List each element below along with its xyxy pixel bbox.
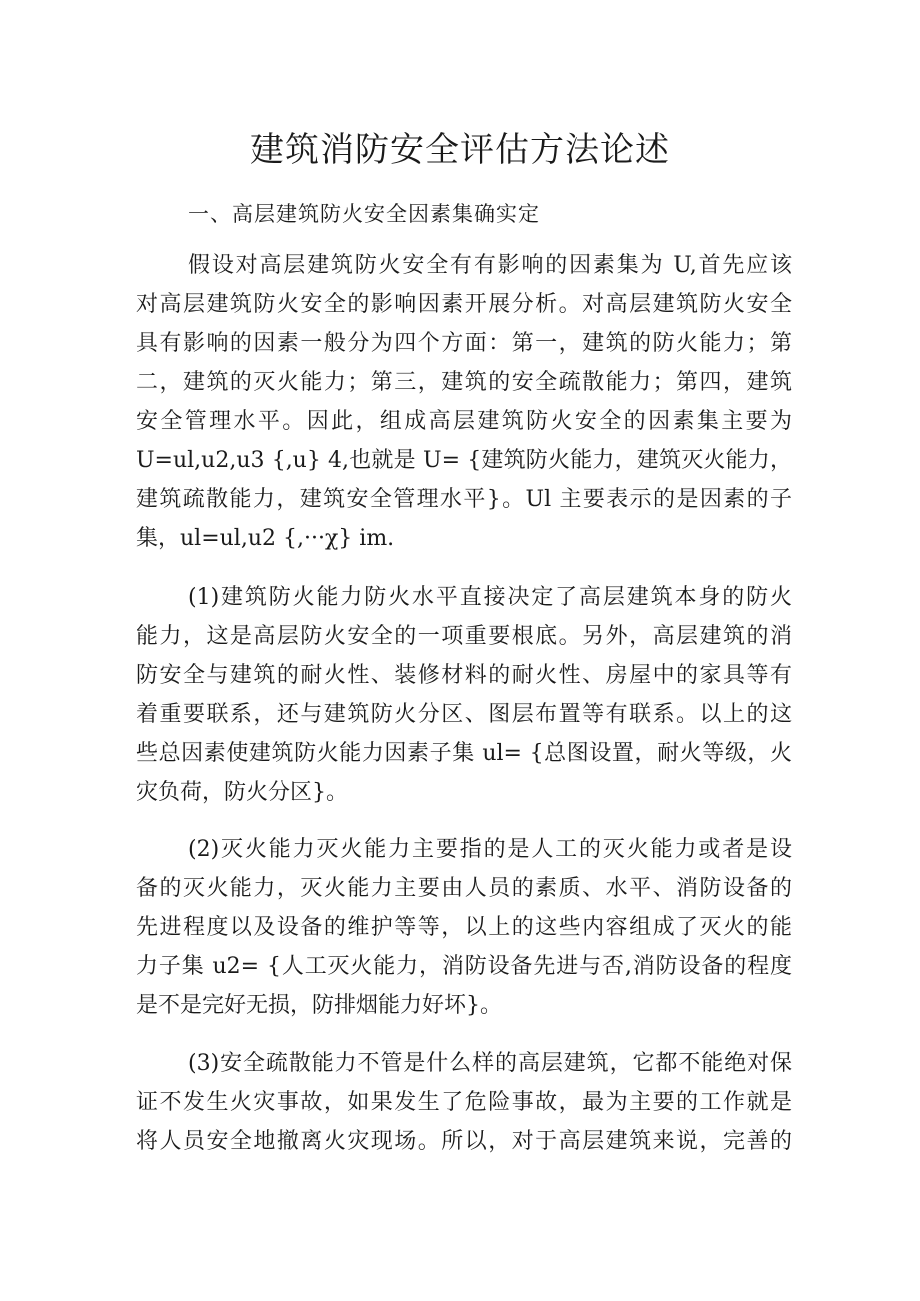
- paragraph-line: 防安全与建筑的耐火性、装修材料的耐火性、房屋中的家具等有: [136, 663, 792, 688]
- section-heading: 一、高层建筑防火安全因素集确实定: [188, 202, 540, 226]
- paragraph-line: U=ul,u2,u3 {,u} 4,也就是 U= {建筑防火能力，建筑灭火能力，: [136, 448, 792, 473]
- paragraph-line: 是不是完好无损，防排烟能力好坏}。: [136, 993, 502, 1018]
- paragraph-line: 证不发生火灾事故，如果发生了危险事故，最为主要的工作就是: [136, 1090, 792, 1115]
- paragraph-1: [136, 246, 792, 558]
- paragraph-4: [136, 1044, 792, 1161]
- paragraph-line: 能力，这是高层防火安全的一项重要根底。另外，高层建筑的消: [136, 624, 792, 649]
- paragraph-line: (1)建筑防火能力防火水平直接决定了高层建筑本身的防火: [188, 585, 792, 610]
- paragraph-3: [136, 830, 792, 1025]
- paragraph-line: 安全管理水平。因此，组成高层建筑防火安全的因素集主要为: [136, 409, 792, 434]
- paragraph-line: 集，ul=ul,u2 {,···χ} im.: [136, 526, 395, 551]
- document-title: 建筑消防安全评估方法论述: [250, 130, 670, 170]
- paragraph-line: 些总因素使建筑防火能力因素子集 ul= {总图设置，耐火等级，火: [136, 741, 792, 766]
- paragraph-line: 先进程度以及设备的维护等等，以上的这些内容组成了灭火的能: [136, 915, 792, 940]
- paragraph-line: 假设对高层建筑防火安全有有影响的因素集为 U,首先应该: [188, 253, 792, 278]
- paragraph-line: (3)安全疏散能力不管是什么样的高层建筑，它都不能绝对保: [188, 1051, 792, 1076]
- paragraph-line: 二，建筑的灭火能力；第三，建筑的安全疏散能力；第四，建筑: [136, 370, 792, 395]
- paragraph-line: 建筑疏散能力，建筑安全管理水平}。Ul 主要表示的是因素的子: [136, 487, 792, 512]
- paragraph-line: 备的灭火能力，灭火能力主要由人员的素质、水平、消防设备的: [136, 876, 792, 901]
- paragraph-line: 将人员安全地撤离火灾现场。所以，对于高层建筑来说，完善的: [136, 1129, 792, 1154]
- paragraph-line: 对高层建筑防火安全的影响因素开展分析。对高层建筑防火安全: [136, 292, 792, 317]
- paragraph-line: (2)灭火能力灭火能力主要指的是人工的灭火能力或者是设: [188, 837, 792, 862]
- paragraph-line: 灾负荷，防火分区}。: [136, 780, 348, 805]
- paragraph-line: 着重要联系，还与建筑防火分区、图层布置等有联系。以上的这: [136, 702, 792, 727]
- paragraph-line: 力子集 u2= {人工灭火能力，消防设备先进与否,消防设备的程度: [136, 954, 792, 979]
- paragraph-line: 具有影响的因素一般分为四个方面：第一，建筑的防火能力；第: [136, 331, 792, 356]
- paragraph-2: [136, 578, 792, 812]
